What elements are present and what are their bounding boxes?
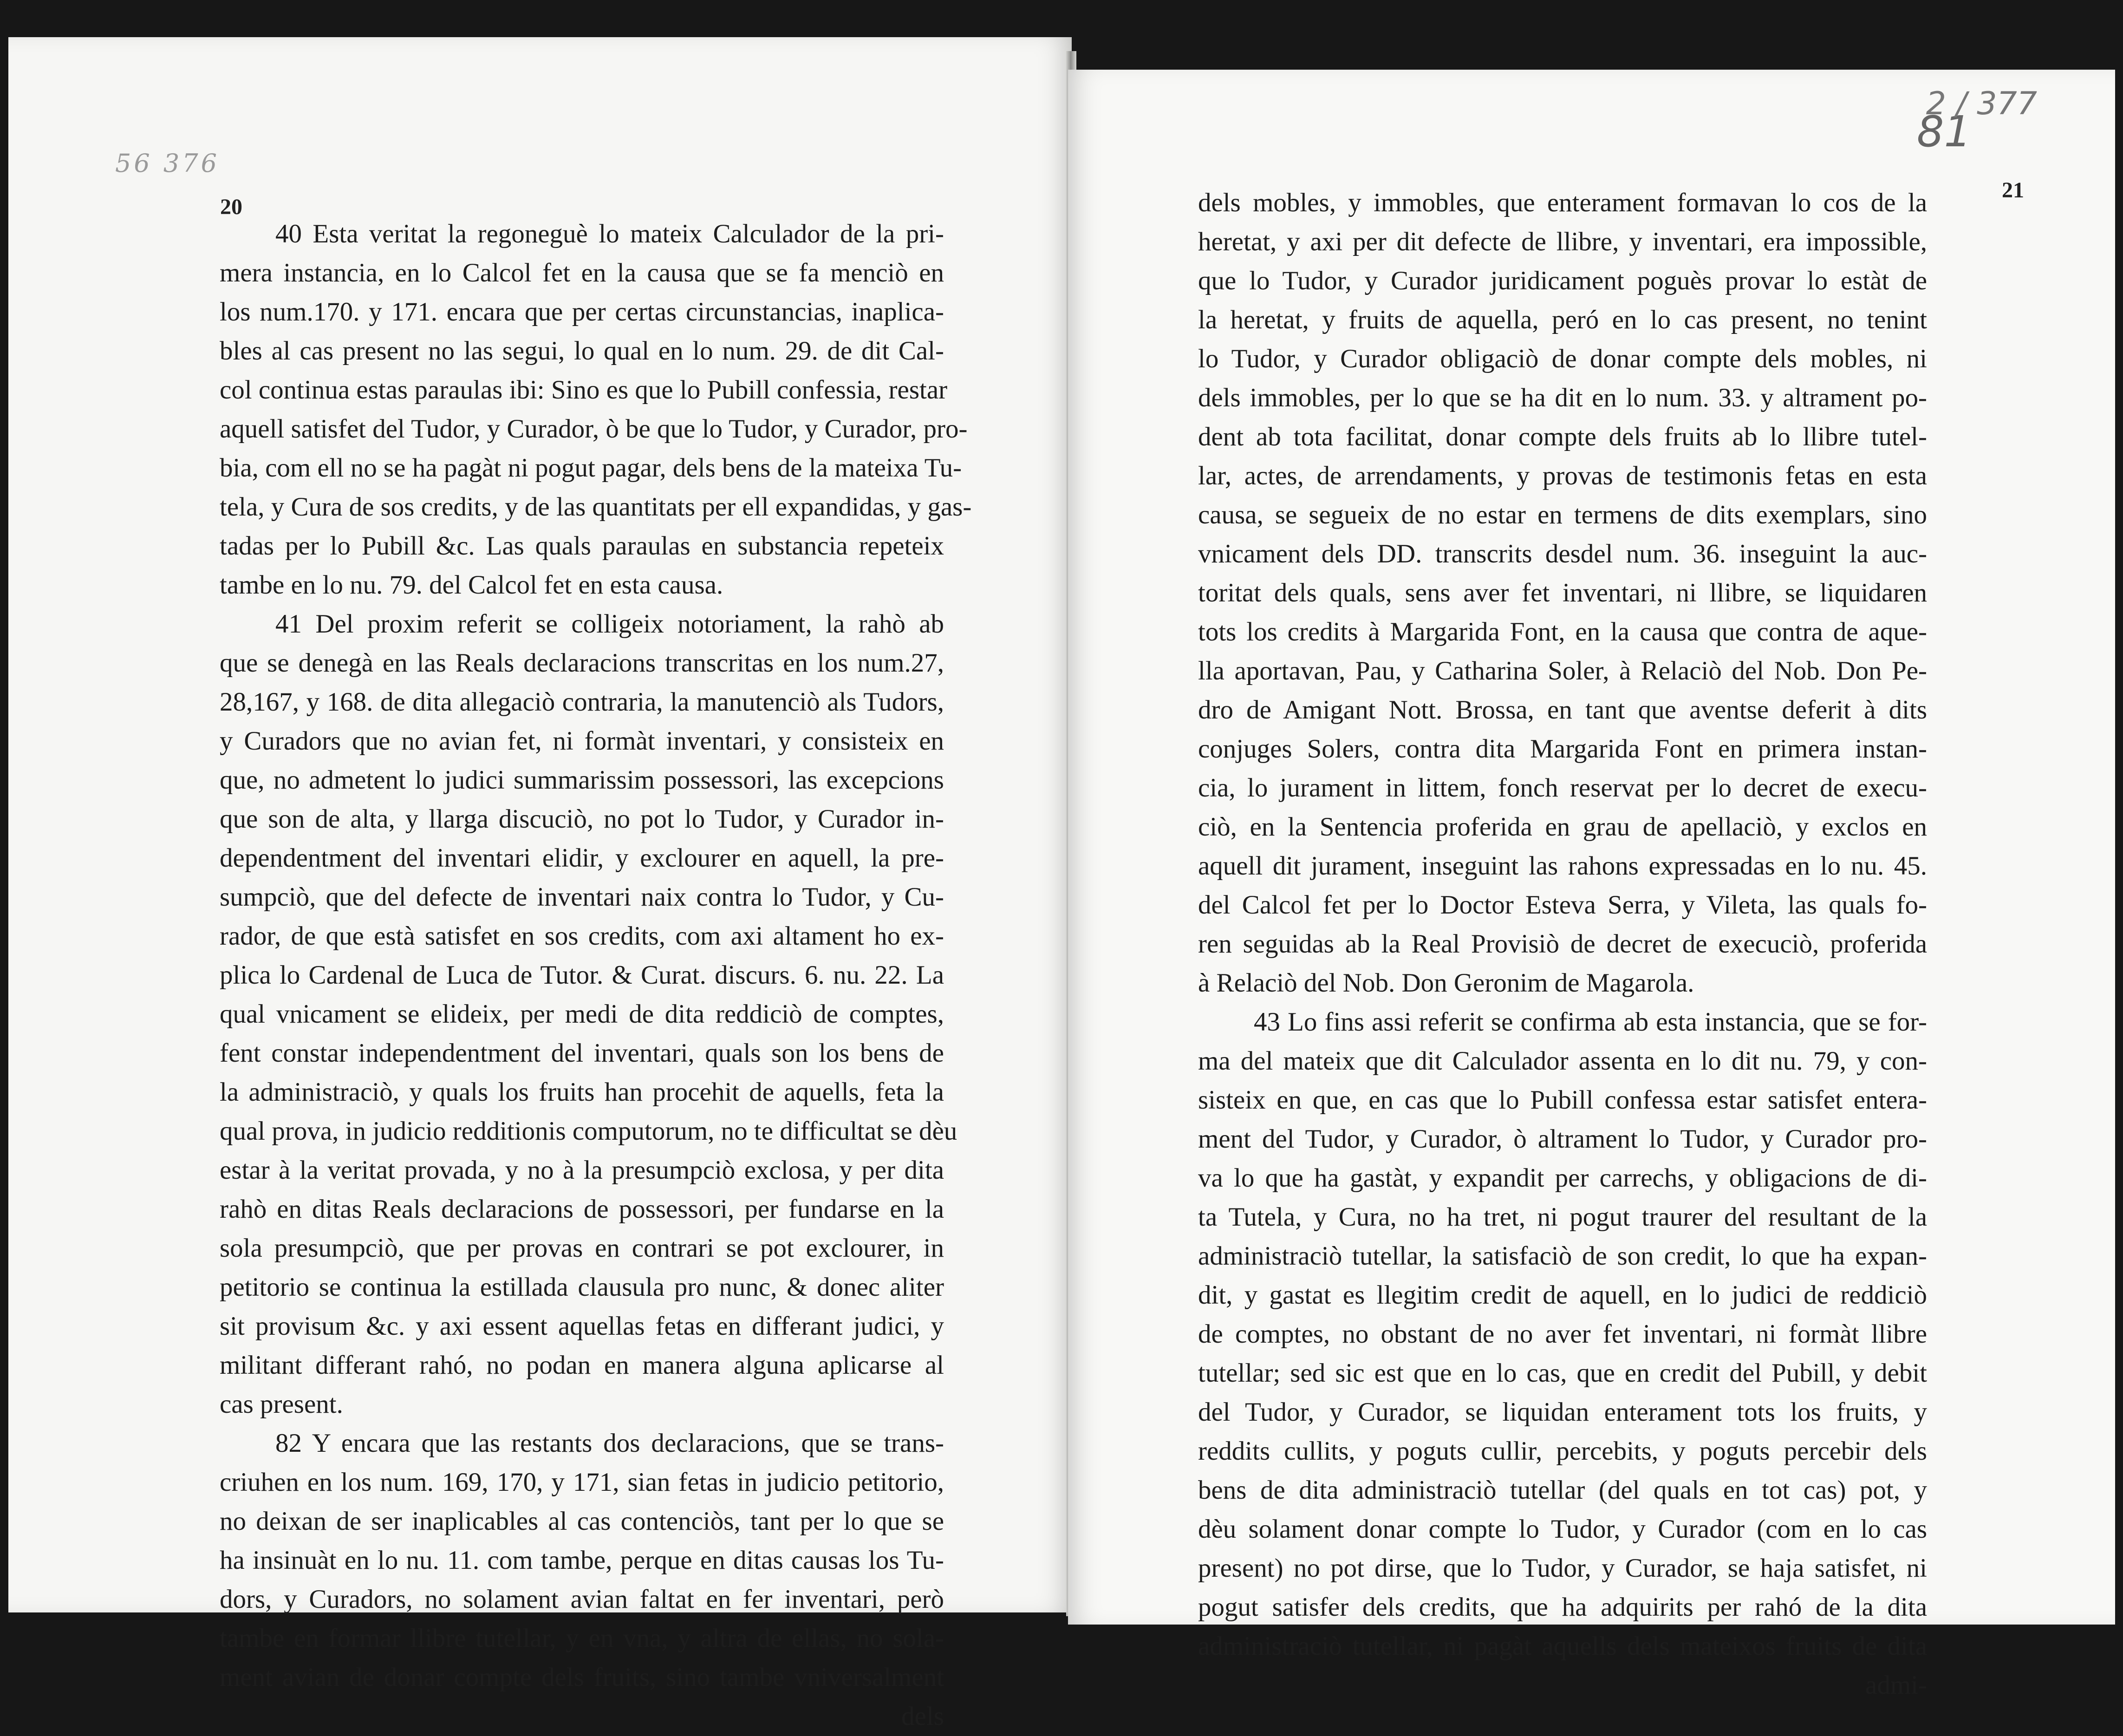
text-line: dit, y gastat es llegitim credit de aquell, en lo judici de reddiciò	[1198, 1280, 1927, 1310]
text-line: 41 Del proxim referit se colligeix notoriament, la rahò ab	[275, 609, 944, 639]
text-line: ma del mateix que dit Calculador assenta en lo dit nu. 79, y con-	[1198, 1046, 1927, 1076]
text-line: dels	[901, 1702, 944, 1731]
text-line: ren seguidas ab la Real Provisiò de decret de execuciò, proferida	[1198, 929, 1927, 959]
text-line: rador, de que està satisfet en sos credits, com axi altament ho ex-	[220, 921, 944, 951]
left-page-text	[220, 215, 972, 1736]
text-line: que se denegà en las Reals declaracions transcritas en los num.27,	[220, 648, 944, 678]
text-line: dro de Amigant Nott. Brossa, en tant que aventse deferit à dits	[1198, 695, 1927, 724]
text-line: qual prova, in judicio redditionis computorum, no te difficultat se dèu	[220, 1116, 957, 1146]
text-line: militant differant rahó, no podan en manera alguna aplicarse al	[220, 1351, 944, 1380]
text-line: que lo Tudor, y Curador juridicament poguès provar lo estàt de	[1198, 266, 1927, 295]
text-line: criuhen en los num. 169, 170, y 171, sian fetas in judicio petitorio,	[220, 1468, 944, 1497]
text-line: plica lo Cardenal de Luca de Tutor. & Curat. discurs. 6. nu. 22. La	[220, 960, 944, 990]
text-line: cas present.	[220, 1390, 343, 1419]
text-line: dels mobles, y immobles, que enterament formavan lo cos de la	[1198, 188, 1927, 217]
text-line: del Calcol fet per lo Doctor Esteva Serra, y Vileta, las quals fo-	[1198, 890, 1927, 920]
text-line: 82 Y encara que las restants dos declaracions, que se trans-	[275, 1429, 944, 1458]
text-line: qual vnicament se elideix, per medi de dita reddiciò de comptes,	[220, 999, 944, 1029]
text-line: administraciò tutellar, ni pagàt aquells dels mateixos fruits de dita	[1198, 1632, 1927, 1661]
text-line: sola presumpciò, que per provas en contrari se pot exclourer, in	[220, 1233, 944, 1263]
text-line: petitorio se continua la estillada clausula pro nunc, & donec aliter	[220, 1273, 944, 1302]
text-line: 43 Lo fins assi referit se confirma ab esta instancia, que se for-	[1254, 1007, 1927, 1037]
text-line: va lo que ha gastàt, y expandit per carrechs, y obligacions de di-	[1198, 1163, 1927, 1193]
text-line: estar à la veritat provada, y no à la presumpciò exclosa, y per dita	[220, 1155, 944, 1185]
text-line: bles al cas present no las segui, lo qual en lo num. 29. de dit Cal-	[220, 336, 944, 365]
page-number-left: 20	[220, 195, 242, 219]
manuscript-corner-note: 2 / 377	[1926, 85, 2037, 122]
text-line: causa, se segueix de no estar en termens de dits exemplars, sino	[1198, 500, 1927, 529]
text-line: rahò en ditas Reals declaracions de possessori, per fundarse en la	[220, 1194, 944, 1224]
text-line: dependentment del inventari elidir, y exclourer en aquell, la pre-	[220, 843, 944, 873]
text-line: aquell satisfet del Tudor, y Curador, ò be que lo Tudor, y Curador, pro-	[220, 414, 968, 444]
text-line: no deixan de ser inaplicables al cas contenciòs, tant per lo que se	[220, 1507, 944, 1536]
text-line: 40 Esta veritat la regoneguè lo mateix Calculador de la pri-	[275, 219, 944, 248]
text-line: de comptes, no obstant de no aver fet inventari, ni formàt llibre	[1198, 1319, 1927, 1349]
text-line: pogut satisfer dels credits, que ha adquirits per rahó de la dita	[1198, 1592, 1927, 1622]
manuscript-annotation-right: 81	[1916, 107, 1971, 157]
text-line: tela, y Cura de sos credits, y de las quantitats per ell expandidas, y gas-	[220, 492, 972, 522]
text-line: heretat, y axi per dit defecte de llibre, y inventari, era impossible,	[1198, 227, 1927, 256]
text-line: dent ab tota facilitat, donar compte dels fruits ab lo llibre tutel-	[1198, 422, 1927, 451]
text-line: tadas per lo Pubill &c. Las quals paraulas en substancia repeteix	[220, 531, 944, 561]
text-line: lla aportavan, Pau, y Catharina Soler, à Relaciò del Nob. Don Pe-	[1198, 656, 1927, 685]
right-page	[1068, 70, 2115, 1700]
text-line: bens de dita administraciò tutellar (del quals en tot cas) pot, y	[1198, 1475, 1927, 1505]
text-line: bia, com ell no se ha pagàt ni pogut pagar, dels bens de la mateixa Tu-	[220, 453, 962, 483]
text-line: vnicament dels DD. transcrits desdel num. 36. inseguint la auc-	[1198, 539, 1927, 568]
text-line: tambe en formar llibre tutellar, y en vna, y altra de ellas, no sola-	[220, 1624, 944, 1653]
text-line: sisteix en que, en cas que lo Pubill confessa estar satisfet entera-	[1198, 1085, 1927, 1115]
text-line: toritat dels quals, sens aver fet inventari, ni llibre, se liquidaren	[1198, 578, 1927, 607]
text-line: reddits cullits, y poguts cullir, percebits, y poguts percebir dels	[1198, 1436, 1927, 1466]
page-number-right: 21	[2002, 178, 2024, 202]
right-page-text	[1198, 183, 1927, 1705]
text-line: tambe en lo nu. 79. del Calcol fet en esta causa.	[220, 570, 723, 600]
left-page	[8, 37, 1072, 1731]
text-line: la administraciò, y quals los fruits han procehit de aquells, feta la	[220, 1077, 944, 1107]
text-line: dors, y Curadors, no solament avian faltat en fer inventari, però	[220, 1585, 944, 1614]
text-line: ha insinuàt en lo nu. 11. com tambe, perque en ditas causas los Tu-	[220, 1546, 944, 1575]
text-line: que, no admetent lo judici summarissim possessori, las excepcions	[220, 765, 944, 795]
text-line: admi-	[1865, 1671, 1927, 1700]
text-line: à Relaciò del Nob. Don Geronim de Magarola.	[1198, 968, 1694, 998]
text-line: la heretat, y fruits de aquella, peró en lo cas present, no tenint	[1198, 305, 1927, 334]
manuscript-annotation-left: 56 376	[115, 149, 220, 178]
text-line: aquell dit jurament, inseguint las rahons expressadas en lo nu. 45.	[1198, 851, 1927, 881]
text-line: ment avian de donar compte dels fruits, sino tambe vniversalment	[220, 1663, 944, 1692]
text-line: ment del Tudor, y Curador, ò altrament lo Tudor, y Curador pro-	[1198, 1124, 1927, 1154]
text-line: mera instancia, en lo Calcol fet en la causa que se fa menciò en	[220, 258, 944, 287]
text-line: cia, lo jurament in littem, fonch reservat per lo decret de execu-	[1198, 773, 1927, 803]
text-line: y Curadors que no avian fet, ni formàt inventari, y consisteix en	[220, 726, 944, 756]
text-line: tutellar; sed sic est que en lo cas, que en credit del Pubill, y debit	[1198, 1358, 1927, 1388]
text-line: col continua estas paraulas ibi: Sino es que lo Pubill confessia, restar	[220, 375, 948, 405]
text-line: del Tudor, y Curador, se liquidan enterament tots los fruits, y	[1198, 1397, 1927, 1427]
text-line: lo Tudor, y Curador obligaciò de donar compte dels mobles, ni	[1198, 344, 1927, 373]
text-line: administraciò tutellar, la satisfaciò de son credit, lo que ha expan-	[1198, 1241, 1927, 1271]
text-line: 28,167, y 168. de dita allegaciò contraria, la manutenciò als Tudors,	[220, 687, 944, 717]
text-line: los num.170. y 171. encara que per certas circunstancias, inaplica-	[220, 297, 944, 326]
text-line: conjuges Solers, contra dita Margarida Font en primera instan-	[1198, 734, 1927, 764]
text-line: fent constar independentment del inventari, quals son los bens de	[220, 1038, 944, 1068]
text-line: dèu solament donar compte lo Tudor, y Curador (com en lo cas	[1198, 1514, 1927, 1544]
text-line: sumpciò, que del defecte de inventari naix contra lo Tudor, y Cu-	[220, 882, 944, 912]
text-line: lar, actes, de arrendaments, y provas de testimonis fetas en esta	[1198, 461, 1927, 490]
text-line: tots los credits à Margarida Font, en la causa que contra de aque-	[1198, 617, 1927, 646]
text-line: sit provisum &c. y axi essent aquellas fetas en differant judici, y	[220, 1312, 944, 1341]
text-line: ta Tutela, y Cura, no ha tret, ni pogut traurer del resultant de la	[1198, 1202, 1927, 1232]
text-line: dels immobles, per lo que se ha dit en lo num. 33. y altrament po-	[1198, 383, 1927, 412]
text-line: ciò, en la Sentencia proferida en grau de apellaciò, y exclos en	[1198, 812, 1927, 842]
text-line: present) no pot dirse, que lo Tudor, y Curador, se haja satisfet, ni	[1198, 1553, 1927, 1583]
text-line: que son de alta, y llarga discuciò, no pot lo Tudor, y Curador in-	[220, 804, 944, 834]
